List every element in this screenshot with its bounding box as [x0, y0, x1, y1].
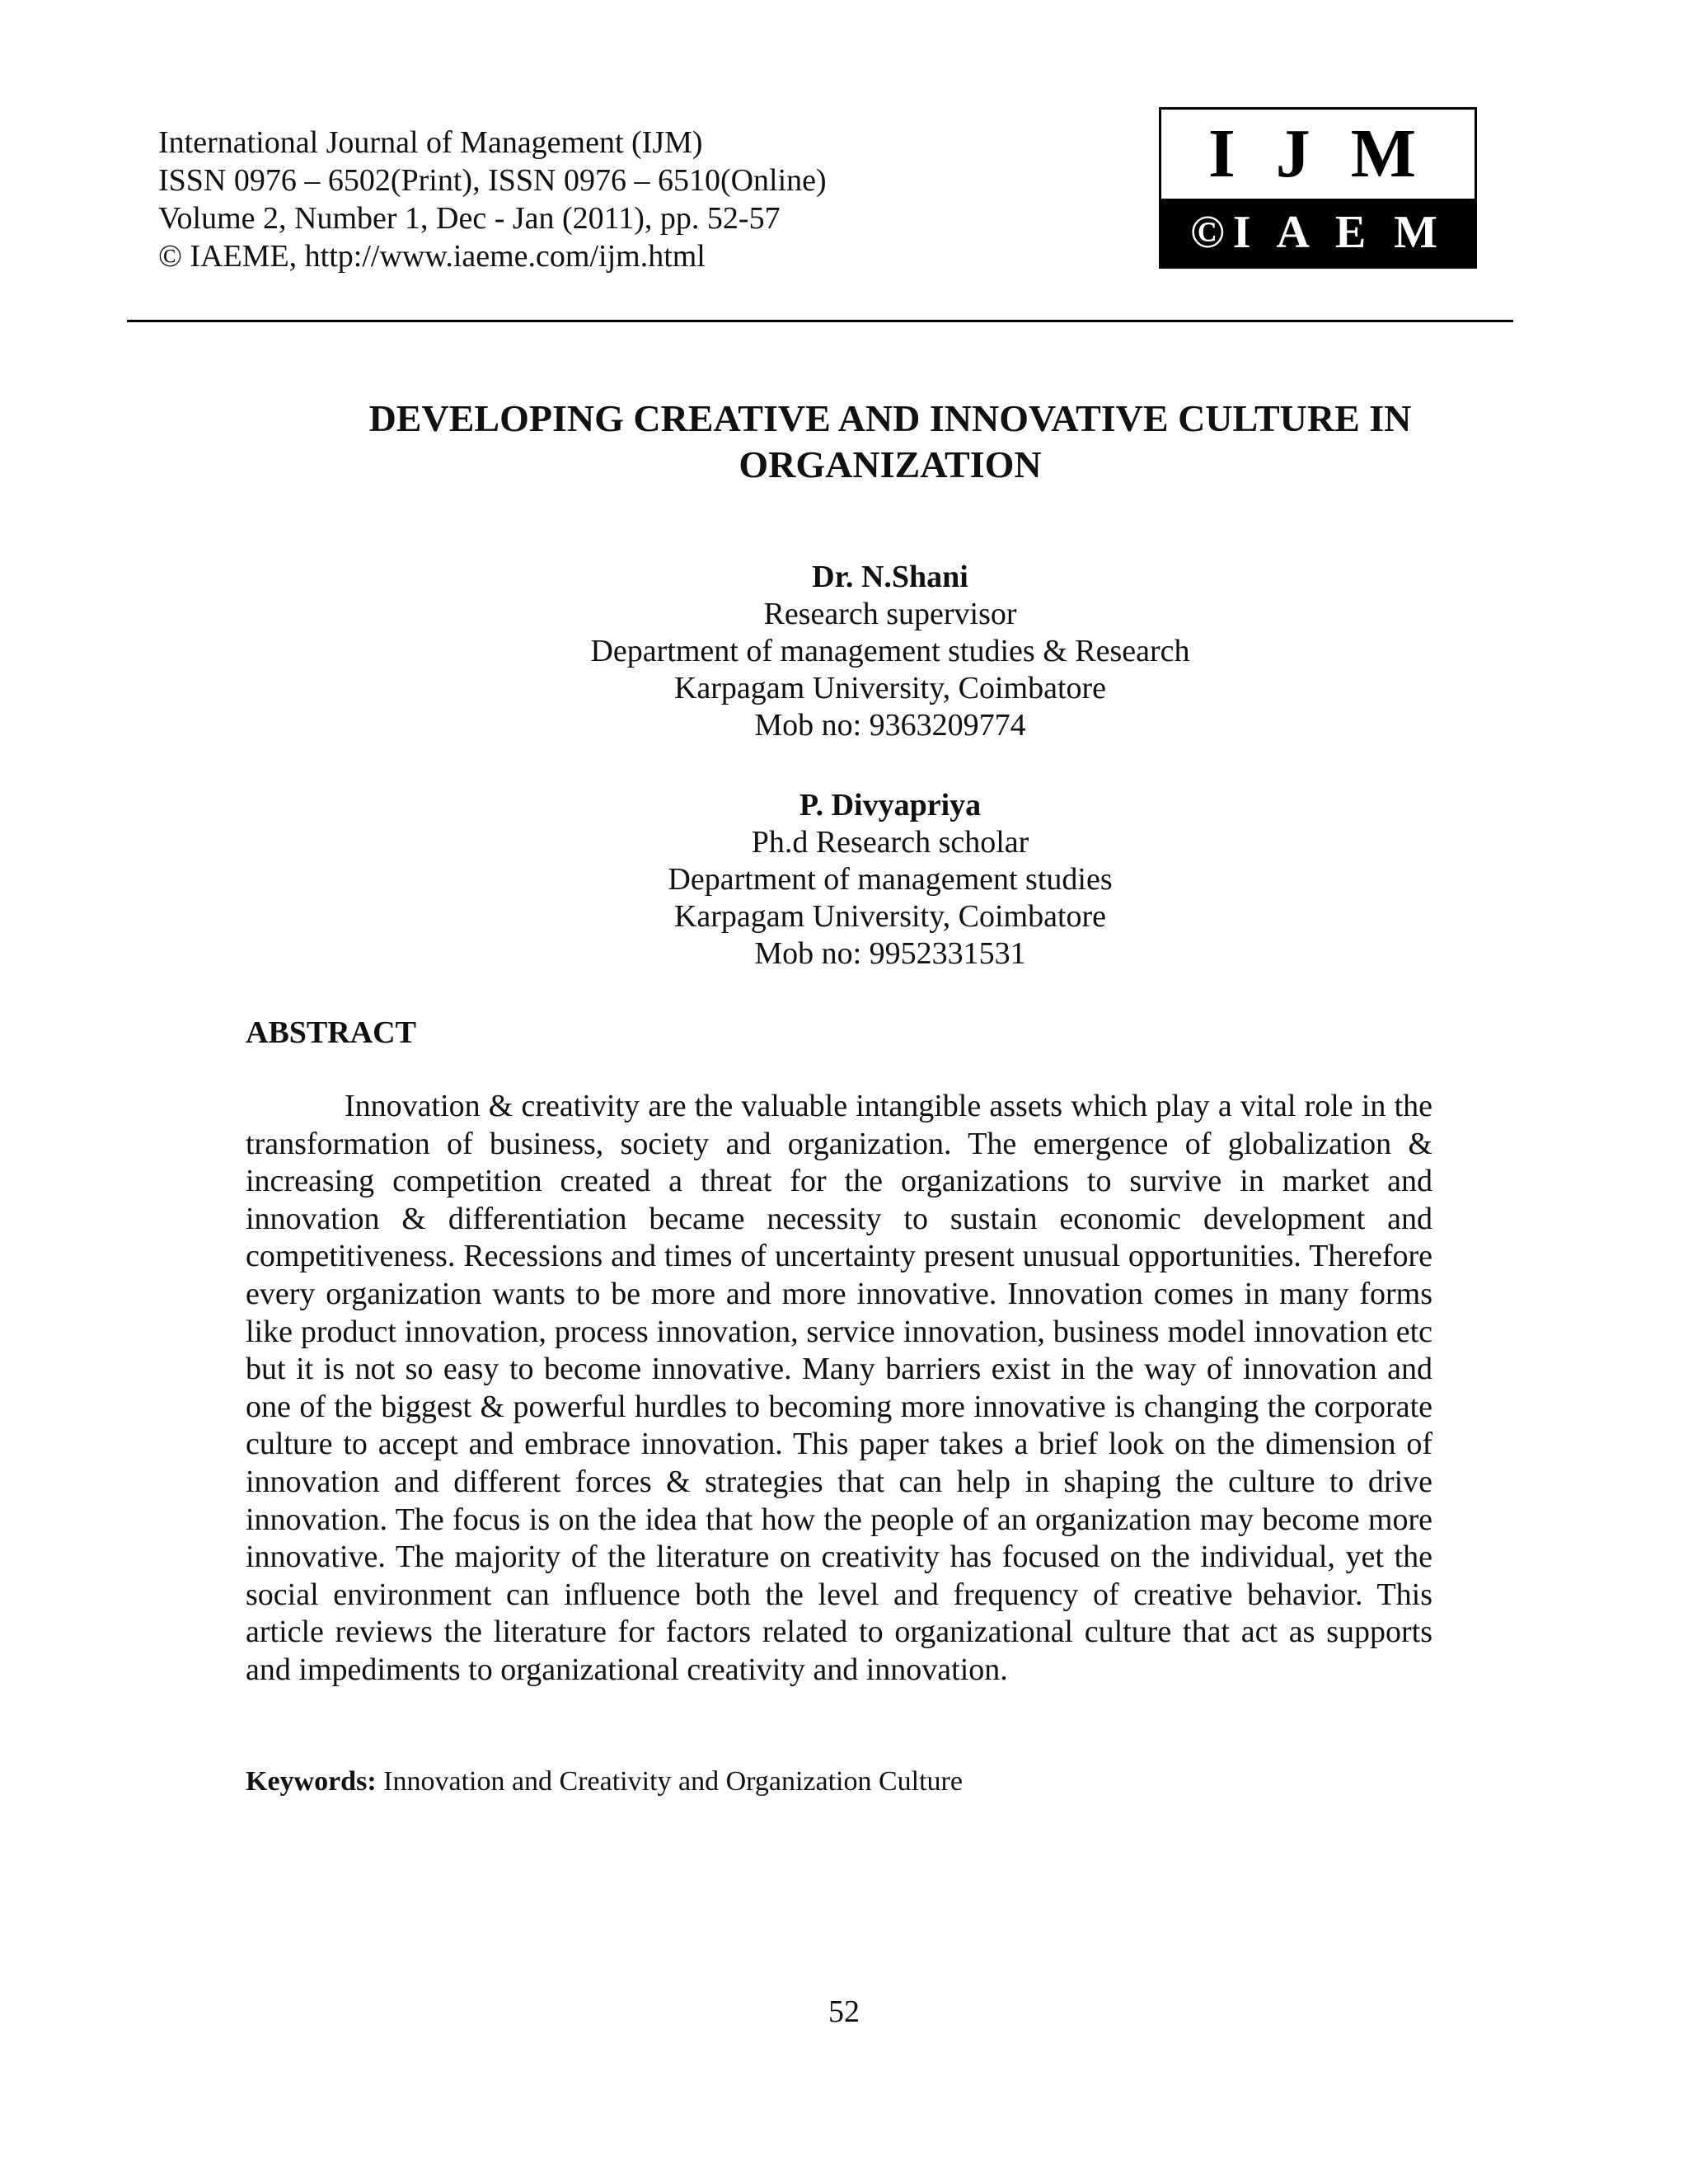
author-department: Department of management studies & Research [590, 634, 1190, 668]
author-name: Dr. N.Shani [812, 560, 968, 594]
page-number: 52 [828, 1994, 860, 2029]
author-mobile: Mob no: 9363209774 [754, 708, 1026, 743]
author-department: Department of management studies [668, 862, 1113, 897]
journal-volume: Volume 2, Number 1, Dec - Jan (2011), pp. 52-57 [158, 201, 781, 236]
paper-title [272, 396, 1508, 488]
author-university: Karpagam University, Coimbatore [673, 671, 1107, 705]
paper-title-line-1: DEVELOPING CREATIVE AND INNOVATIVE CULTURE IN [368, 397, 1412, 439]
logo-ijm-text: I J M [1208, 115, 1428, 192]
keywords-text: Innovation and Creativity and Organization Culture [383, 1766, 963, 1797]
author-block-1 [445, 559, 1335, 744]
abstract-heading: ABSTRACT [246, 1015, 416, 1050]
abstract-body: Innovation & creativity are the valuable intangible assets which play a vital role in the transformation of business, society and organization. The emergence of globalization & increasing competition created a threat for the organizations to survive in market and innovation & differentiation became necessity to sustain economic development and competitiveness. Recessions and times of uncertainty present unusual opportunities. Therefore every organization wants to be more and more innovative. Innovation comes in many forms like product innovation, process innovation, service innovation, business model innovation etc but it is not so easy to become innovative. Many barriers exist in the way of innovation and one of the biggest & powerful hurdles to becoming more innovative is changing the corporate culture to accept and embrace innovation. This paper takes a brief look on the dimension of innovation and different forces & strategies that can help in shaping the culture to drive innovation. The focus is on the idea that how the people of an organization may become more innovative. The majority of the literature on creativity has focused on the individual, yet the social environment can influence both the level and frequency of creative behavior. This article reviews the literature for factors related to organizational culture that act as supports and impediments to organizational creativity and innovation. [246, 1089, 1432, 1687]
header-divider [127, 320, 1513, 322]
author-university: Karpagam University, Coimbatore [673, 899, 1107, 934]
journal-logo [1159, 107, 1477, 326]
keywords-label: Keywords: [246, 1766, 377, 1797]
author-mobile: Mob no: 9952331531 [754, 936, 1026, 971]
keywords-line [246, 1764, 963, 1800]
journal-name: International Journal of Management (IJM) [158, 125, 703, 160]
journal-issn: ISSN 0976 – 6502(Print), ISSN 0976 – 6510(Online) [158, 163, 827, 198]
paper-title-line-2: ORGANIZATION [738, 443, 1042, 485]
author-role: Ph.d Research scholar [751, 825, 1029, 860]
journal-copyright: © IAEME, http://www.iaeme.com/ijm.html [158, 239, 706, 274]
author-block-2 [445, 787, 1335, 972]
author-role: Research supervisor [763, 597, 1017, 631]
author-name: P. Divyapriya [799, 788, 982, 823]
journal-header [158, 124, 827, 275]
logo-iaeme-text: ©I A E M E [1161, 199, 1475, 266]
